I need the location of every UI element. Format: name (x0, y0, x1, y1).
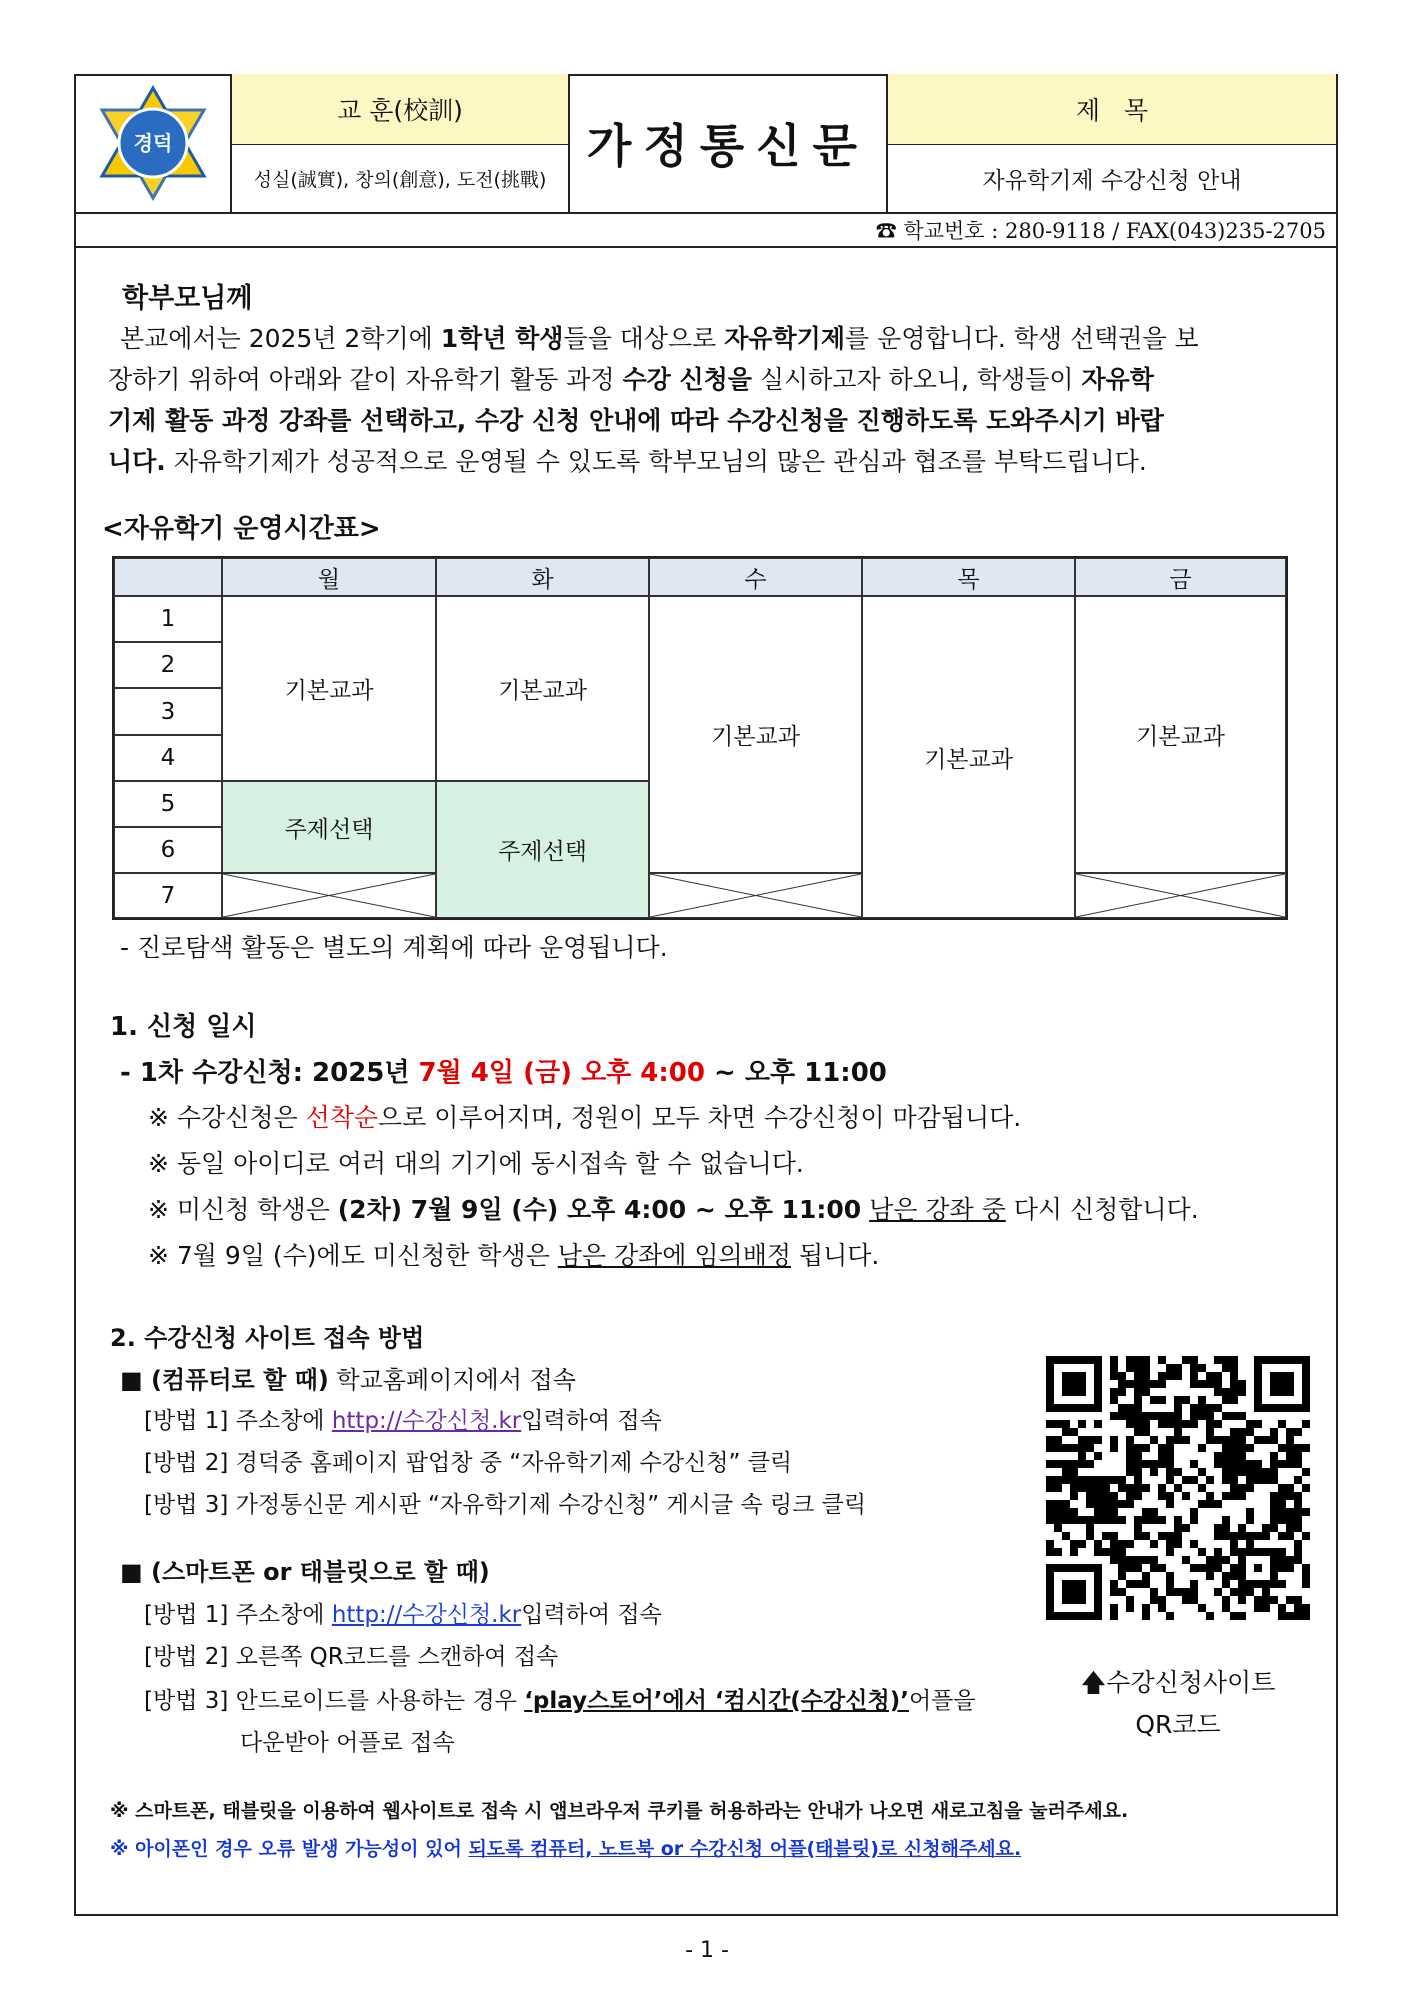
tue-topic-cell: 주제선택 (436, 781, 649, 918)
note-highlight: 선착순 (305, 1103, 379, 1132)
intro-text: 본교에서는 2025년 2학기에 (120, 324, 441, 353)
round1-date: 7월 4일 (금) 오후 4:00 (418, 1058, 705, 1088)
pc-method-2: [방법 2] 경덕중 홈페이지 팝업창 중 “자유학기제 수강신청” 클릭 (144, 1450, 793, 1476)
schedule-title: <자유학기 운영시간표> (102, 514, 381, 544)
cross-out-icon (1076, 874, 1285, 917)
note-text: 으로 이루어지며, 정원이 모두 차면 수강신청이 마감됩니다. (378, 1103, 1022, 1132)
intro-bold-line: 기제 활동 과정 강좌를 선택하고, 수강 신청 안내에 따라 수강신청을 진행하도록 도와주시기 바랍 (108, 406, 1164, 435)
note-text: ※ 수강신청은 (148, 1103, 306, 1132)
note-single-login: ※ 동일 아이디로 여러 대의 기기에 동시접속 할 수 없습니다. (148, 1149, 804, 1178)
schedule-table (112, 556, 1288, 920)
greeting: 학부모님께 (122, 283, 253, 314)
note-underline: 남은 강좌 중 (869, 1195, 1006, 1224)
section1-title: 1. 신청 일시 (110, 1012, 257, 1042)
motto-title: 교 훈(校訓) (232, 74, 568, 144)
tue-basic-cell: 기본교과 (436, 596, 649, 781)
mon-empty-cell (222, 873, 436, 918)
schedule-note: - 진로탐색 활동은 별도의 계획에 따라 운영됩니다. (120, 933, 668, 962)
contact-line: ☎ 학교번호 : 280-9118 / FAX(043)235-2705 (74, 214, 1338, 248)
period-number: 6 (114, 827, 222, 873)
mobile-method-3 (144, 1682, 976, 1715)
day-header: 월 (222, 558, 436, 596)
qr-caption (1046, 1662, 1310, 1746)
logo-emblem-icon (94, 84, 212, 202)
period-number: 2 (114, 642, 222, 688)
thu-basic-cell: 기본교과 (862, 596, 1075, 918)
intro-text: 실시하고자 하오니, 학생들이 (751, 365, 1082, 394)
intro-text: 장하기 위하여 아래와 같이 자유학기 활동 과정 (108, 365, 623, 394)
site-link[interactable]: http://수강신청.kr (331, 1602, 522, 1628)
fri-basic-cell: 기본교과 (1075, 596, 1286, 873)
intro-text: 들을 대상으로 (563, 324, 725, 353)
day-header: 금 (1075, 558, 1286, 596)
note-text: ※ 미신청 학생은 (148, 1195, 338, 1224)
pc-method-1 (144, 1402, 662, 1435)
note-underline: 남은 강좌에 임의배정 (557, 1241, 791, 1270)
method-text: [방법 3] 안드로이드를 사용하는 경우 (144, 1688, 525, 1714)
round1-label: - 1차 수강신청: 2025년 (120, 1058, 419, 1088)
mobile-heading: ■ (스마트폰 or 태블릿으로 할 때) (120, 1558, 490, 1586)
site-link[interactable]: http://수강신청.kr (331, 1408, 522, 1434)
school-logo (74, 74, 232, 212)
intro-text: 자유학기제가 성공적으로 운영될 수 있도록 학부모님의 많은 관심과 협조를 부탁드립니다. (165, 447, 1147, 476)
intro-bold: 수강 신청을 (622, 365, 752, 394)
wed-basic-cell: 기본교과 (649, 596, 862, 873)
intro-bold: 자유학 (1081, 365, 1154, 394)
method-text: [방법 1] 주소창에 (144, 1408, 332, 1434)
mobile-method-3-cont: 다운받아 어플로 접속 (240, 1730, 455, 1756)
day-header: 수 (649, 558, 862, 596)
pc-method-3: [방법 3] 가정통신문 게시판 “자유학기제 수강신청” 게시글 속 링크 클릭 (144, 1492, 867, 1518)
mobile-method-2: [방법 2] 오른쪽 QR코드를 스캔하여 접속 (144, 1644, 559, 1670)
fri-empty-cell (1075, 873, 1286, 918)
note-first-come (148, 1098, 1021, 1134)
note-text (861, 1195, 869, 1224)
logo-text: 경덕 (133, 131, 173, 155)
qr-caption-line2: QR코드 (1135, 1710, 1221, 1739)
intro-bold: 니다. (108, 447, 166, 476)
note-text: 됩니다. (791, 1241, 880, 1270)
qr-code[interactable] (1046, 1356, 1310, 1620)
method-text: 입력하여 접속 (521, 1602, 662, 1628)
pc-heading-bold: ■ (컴퓨터로 할 때) (120, 1366, 329, 1394)
day-header: 목 (862, 558, 1075, 596)
mobile-method-1 (144, 1596, 662, 1629)
period-number: 4 (114, 735, 222, 781)
period-number: 7 (114, 873, 222, 918)
pc-heading-text: 학교홈페이지에서 접속 (328, 1366, 576, 1394)
app-name: ‘play스토어’에서 ‘컴시간(수강신청)’ (524, 1688, 909, 1714)
intro-paragraph (108, 318, 1308, 482)
method-text: 입력하여 접속 (521, 1408, 662, 1434)
page-number: - 1 - (685, 1938, 729, 1963)
wed-empty-cell (649, 873, 862, 918)
method-text: [방법 1] 주소창에 (144, 1602, 332, 1628)
intro-text: 를 운영합니다. 학생 선택권을 보 (845, 324, 1199, 353)
footer-note-underline: 되도록 컴퓨터, 노트북 or 수강신청 어플(태블릿)로 신청해주세요. (468, 1838, 1022, 1860)
note-round2 (148, 1190, 1199, 1226)
period-number: 3 (114, 688, 222, 735)
cross-out-icon (223, 874, 435, 917)
footer-note-cookies: ※ 스마트폰, 태블릿을 이용하여 웹사이트로 접속 시 앱브라우저 쿠키를 허용하라는 안내가 나오면 새로고침을 눌러주세요. (110, 1800, 1129, 1822)
period-number: 1 (114, 596, 222, 642)
note-auto-assign (148, 1236, 879, 1272)
section2-title: 2. 수강신청 사이트 접속 방법 (110, 1324, 425, 1352)
subject-label: 제 목 (888, 74, 1336, 144)
footer-note-iphone (110, 1834, 1021, 1861)
cross-out-icon (650, 874, 861, 917)
day-header: 화 (436, 558, 649, 596)
header (74, 74, 1338, 214)
qr-caption-line1: 🡅수강신청사이트 (1080, 1668, 1276, 1697)
mon-topic-cell: 주제선택 (222, 781, 436, 873)
note-text: ※ 7월 9일 (수)에도 미신청한 학생은 (148, 1241, 558, 1270)
subject-text: 자유학기제 수강신청 안내 (982, 168, 1242, 194)
note-bold: (2차) 7월 9일 (수) 오후 4:00 ~ 오후 11:00 (337, 1195, 862, 1224)
period-number: 5 (114, 781, 222, 827)
table-corner (114, 558, 222, 596)
pc-heading (120, 1360, 576, 1395)
note-text: 다시 신청합니다. (1005, 1195, 1199, 1224)
intro-bold: 1학년 학생 (440, 324, 564, 353)
round1-line (120, 1052, 887, 1089)
motto-text: 성실(誠實), 창의(創意), 도전(挑戰) (253, 169, 547, 191)
method-text: 어플을 (908, 1688, 976, 1714)
qr-code-icon (1046, 1356, 1310, 1620)
footer-note-text: ※ 아이폰인 경우 오류 발생 가능성이 있어 (110, 1838, 469, 1860)
document-title: 가정통신문 (586, 119, 870, 173)
mon-basic-cell: 기본교과 (222, 596, 436, 781)
intro-bold: 자유학기제 (724, 324, 845, 353)
round1-end: ~ 오후 11:00 (704, 1058, 887, 1088)
